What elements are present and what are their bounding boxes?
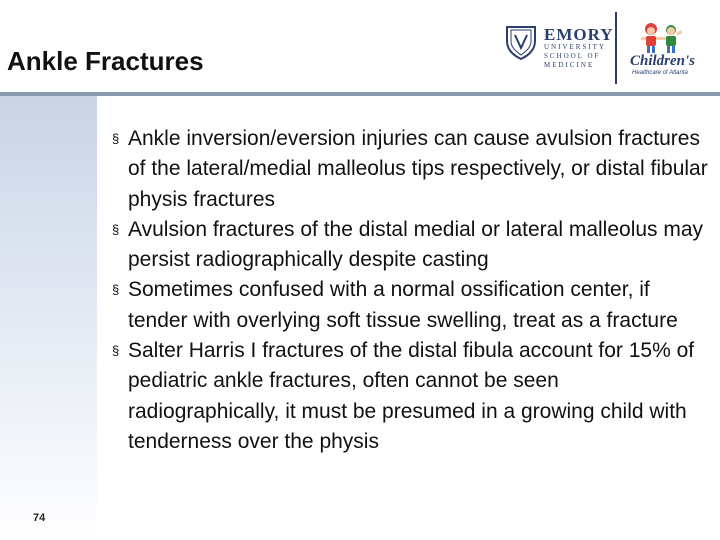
header-rule [0,92,720,96]
bullet-marker-icon: § [112,221,120,237]
bullet-list [109,124,715,457]
bullet-text: Ankle inversion/eversion injuries can cause avulsion fractures of the lateral/medial malleolus tips respectively, or distal fibular physis fractures [128,127,708,211]
bullet-marker-icon: § [112,343,120,359]
bullet-marker-icon: § [112,282,120,298]
bullet-text: Salter Harris I fractures of the distal fibula account for 15% of pediatric ankle fractures, often cannot be seen radiographically, it must be presumed in a growing child with tenderness over the physis [128,339,695,453]
children-figures-icon [638,22,698,54]
childrens-tagline: Healthcare of Atlanta [632,70,688,76]
left-sidebar [0,96,97,540]
childrens-name: Children's [630,53,696,69]
header-logos [498,10,720,90]
bullet-item [109,336,715,457]
logo-divider [615,12,617,84]
emory-line-school: SCHOOL OF [544,52,601,60]
bullet-text: Sometimes confused with a normal ossification center, if tender with overlying soft tissue swelling, treat as a fracture [128,278,678,332]
bullet-item [109,215,715,276]
slide-number: 74 [33,512,46,524]
emory-name: EMORY [544,25,614,44]
bullet-text: Avulsion fractures of the distal medial or lateral malleolus may persist radiographically despite casting [128,217,704,272]
emory-line-medicine: MEDICINE [544,61,595,69]
emory-shield-icon [504,24,538,60]
bullet-item [109,124,715,215]
emory-line-university: UNIVERSITY [544,43,606,51]
slide-title: Ankle Fractures [7,46,204,76]
bullet-item [109,275,715,336]
bullet-marker-icon: § [112,131,120,146]
emory-wordmark [544,26,616,70]
